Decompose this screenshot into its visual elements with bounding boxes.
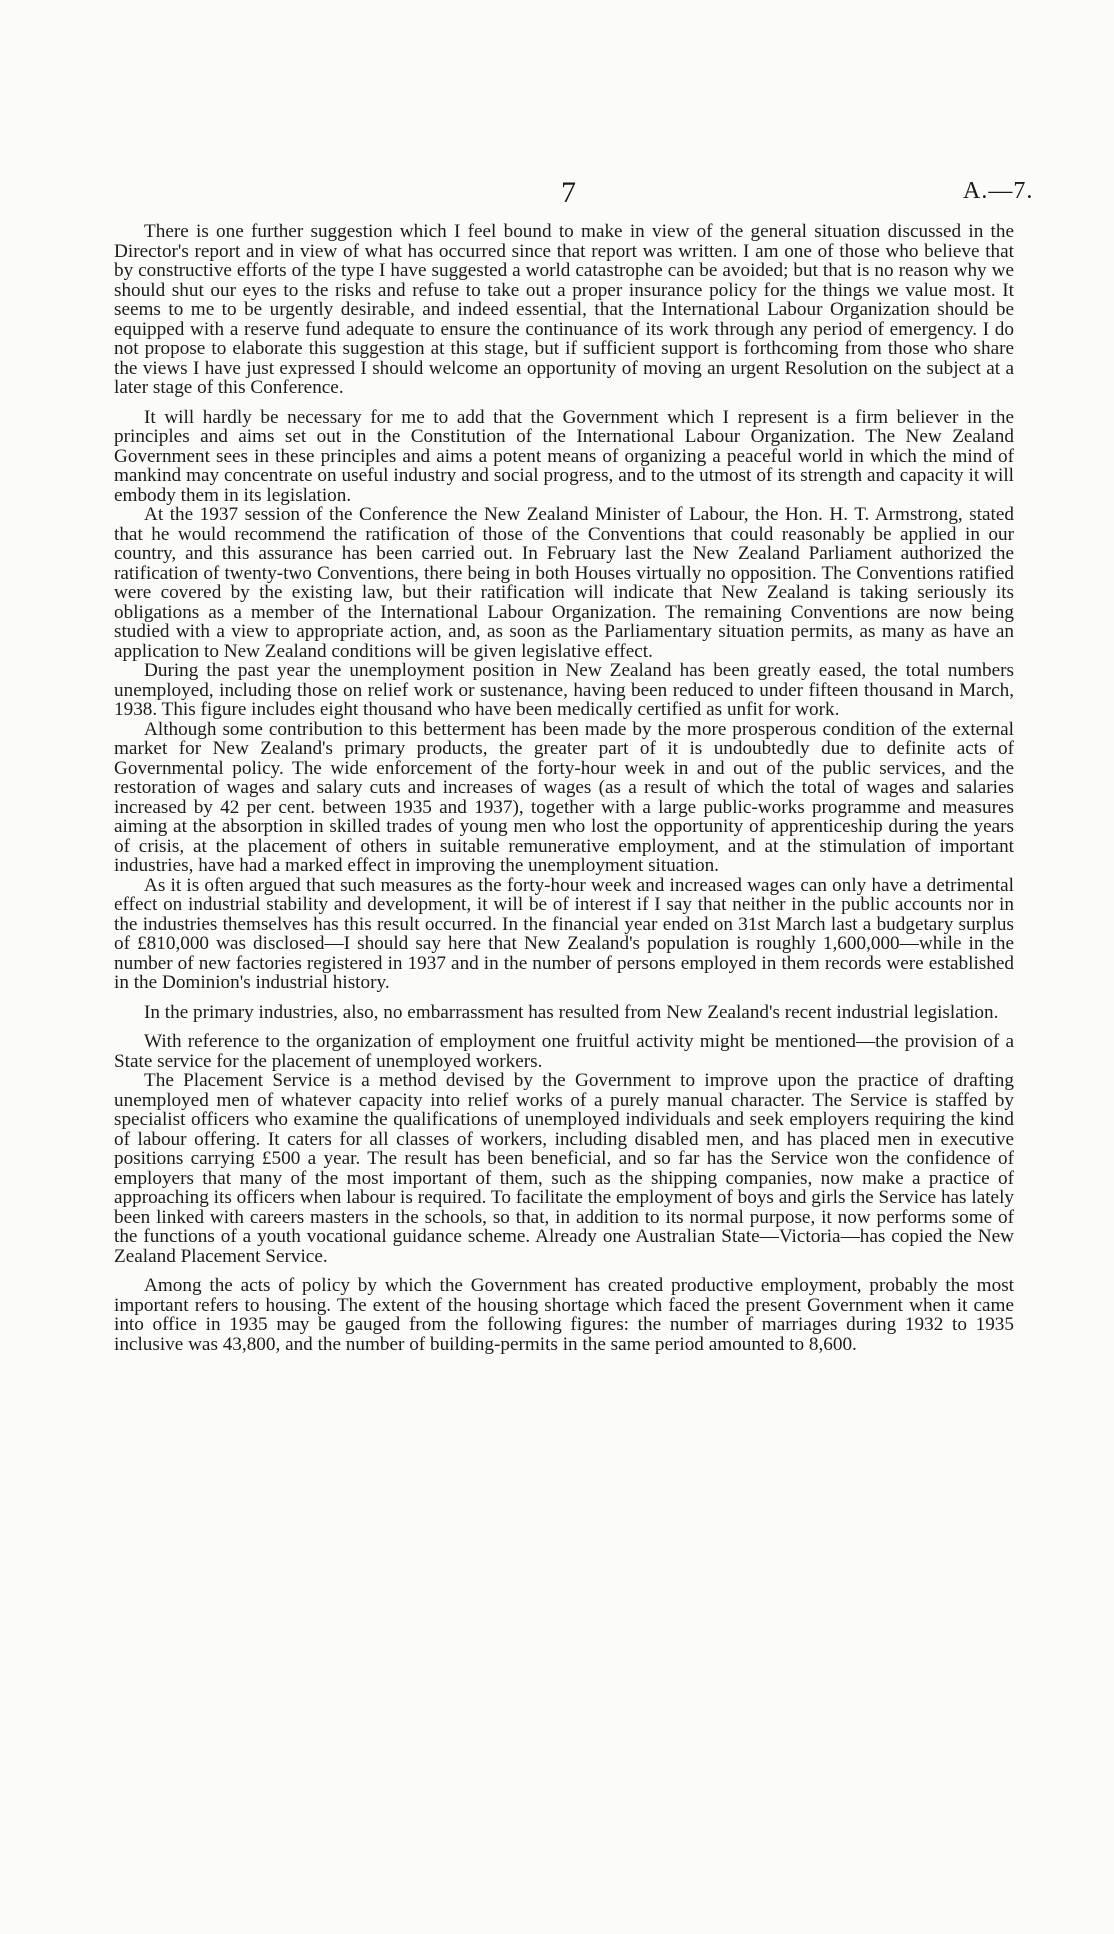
- paragraph: Among the acts of policy by which the Government has created productive employment, probably the most important refers to housing. The extent of the housing shortage which faced the present Government when it came into office in 1935 may be gauged from the following figures: the number of marriages during 1932 to 1935 inclusive was 43,800, and the number of building-permits in the same period amounted to 8,600.: [114, 1275, 1014, 1355]
- paragraph: Although some contribution to this betterment has been made by the more prosperous condition of the external market for New Zealand's primary products, the greater part of it is undoubtedly due to definite acts of Governmental policy. The wide enforcement of the forty-hour week in and out of the public services, and the restoration of wages and salary cuts and increases of wages (as a result of which the total of wages and salaries increased by 42 per cent. between 1935 and 1937), together with a large public-works programme and measures aiming at the absorption in skilled trades of young men who lost the opportunity of apprenticeship during the years of crisis, at the placement of others in suitable remunerative employment, and at the stimulation of important industries, have had a marked effect in improving the unemployment situation.: [114, 718, 1014, 876]
- page-body: [114, 222, 1014, 1354]
- paragraph: During the past year the unemployment position in New Zealand has been greatly eased, the total numbers unemployed, including those on relief work or sustenance, having been reduced to under fifteen thousand in March, 1938. This figure includes eight thousand who have been medically certified as unfit for work.: [114, 660, 1014, 720]
- paragraph: At the 1937 session of the Conference the New Zealand Minister of Labour, the Hon. H. T. Armstrong, stated that he would recommend the ratification of those of the Conventions that could reasonably be applied in our country, and this assurance has been carried out. In February last the New Zealand Parliament authorized the ratification of twenty-two Conventions, there being in both Houses virtually no opposition. The Conventions ratified were covered by the existing law, but their ratification will indicate that New Zealand is taking seriously its obligations as a member of the International Labour Organization. The remaining Conventions are now being studied with a view to appropriate action, and, as soon as the Parliamentary situation permits, as many as have an application to New Zealand conditions will be given legislative effect.: [114, 504, 1014, 662]
- document-reference: A.—7.: [963, 178, 1034, 204]
- paragraph: There is one further suggestion which I feel bound to make in view of the general situation discussed in the Director's report and in view of what has occurred since that report was written. I am one of those who believe that by constructive efforts of the type I have suggested a world catastrophe can be avoided; but that is no reason why we should shut our eyes to the risks and refuse to take out a proper insurance policy for the things we value most. It seems to me to be urgently desirable, and indeed essential, that the International Labour Organization should be equipped with a reserve fund adequate to ensure the continuance of its work through any period of emergency. I do not propose to elaborate this suggestion at this stage, but if sufficient support is forthcoming from those who share the views I have just expressed I should welcome an opportunity of moving an urgent Resolution on the subject at a later stage of this Conference.: [114, 221, 1014, 398]
- paragraph: The Placement Service is a method devised by the Government to improve upon the practice of drafting unemployed men of whatever capacity into relief works of a purely manual character. The Service is staffed by specialist officers who examine the qualifications of unemployed individuals and seek employers requiring the kind of labour offering. It caters for all classes of workers, including disabled men, and has placed men in executive positions carrying £500 a year. The result has been beneficial, and so far has the Service won the confidence of employers that many of the most important of them, such as the shipping companies, now make a practice of approaching its officers when labour is required. To facilitate the employment of boys and girls the Service has lately been linked with careers masters in the schools, so that, in addition to its normal purpose, it now performs some of the functions of a youth vocational guidance scheme. Already one Australian State—Victoria—has copied the New Zealand Placement Service.: [114, 1070, 1014, 1267]
- paragraph: With reference to the organization of employment one fruitful activity might be mentioned—the provision of a State service for the placement of unemployed workers.: [114, 1031, 1014, 1072]
- page-number: 7: [561, 176, 576, 209]
- paragraph: As it is often argued that such measures as the forty-hour week and increased wages can only have a detrimental effect on industrial stability and development, it will be of interest if I say that neither in the public accounts nor in the industries themselves has this result occurred. In the financial year ended on 31st March last a budgetary surplus of £810,000 was disclosed—I should say here that New Zealand's population is roughly 1,600,000—while in the number of new factories registered in 1937 and in the number of persons employed in them records were established in the Dominion's industrial history.: [114, 874, 1014, 993]
- paragraph: In the primary industries, also, no embarrassment has resulted from New Zealand's recent industrial legislation.: [144, 1001, 999, 1023]
- page-header: [0, 176, 1114, 210]
- paragraph: It will hardly be necessary for me to add that the Government which I represent is a firm believer in the principles and aims set out in the Constitution of the International Labour Organization. The New Zealand Government sees in these principles and aims a potent means of organizing a peaceful world in which the mind of mankind may concentrate on useful industry and social progress, and to the utmost of its strength and capacity it will embody them in its legislation.: [114, 406, 1014, 506]
